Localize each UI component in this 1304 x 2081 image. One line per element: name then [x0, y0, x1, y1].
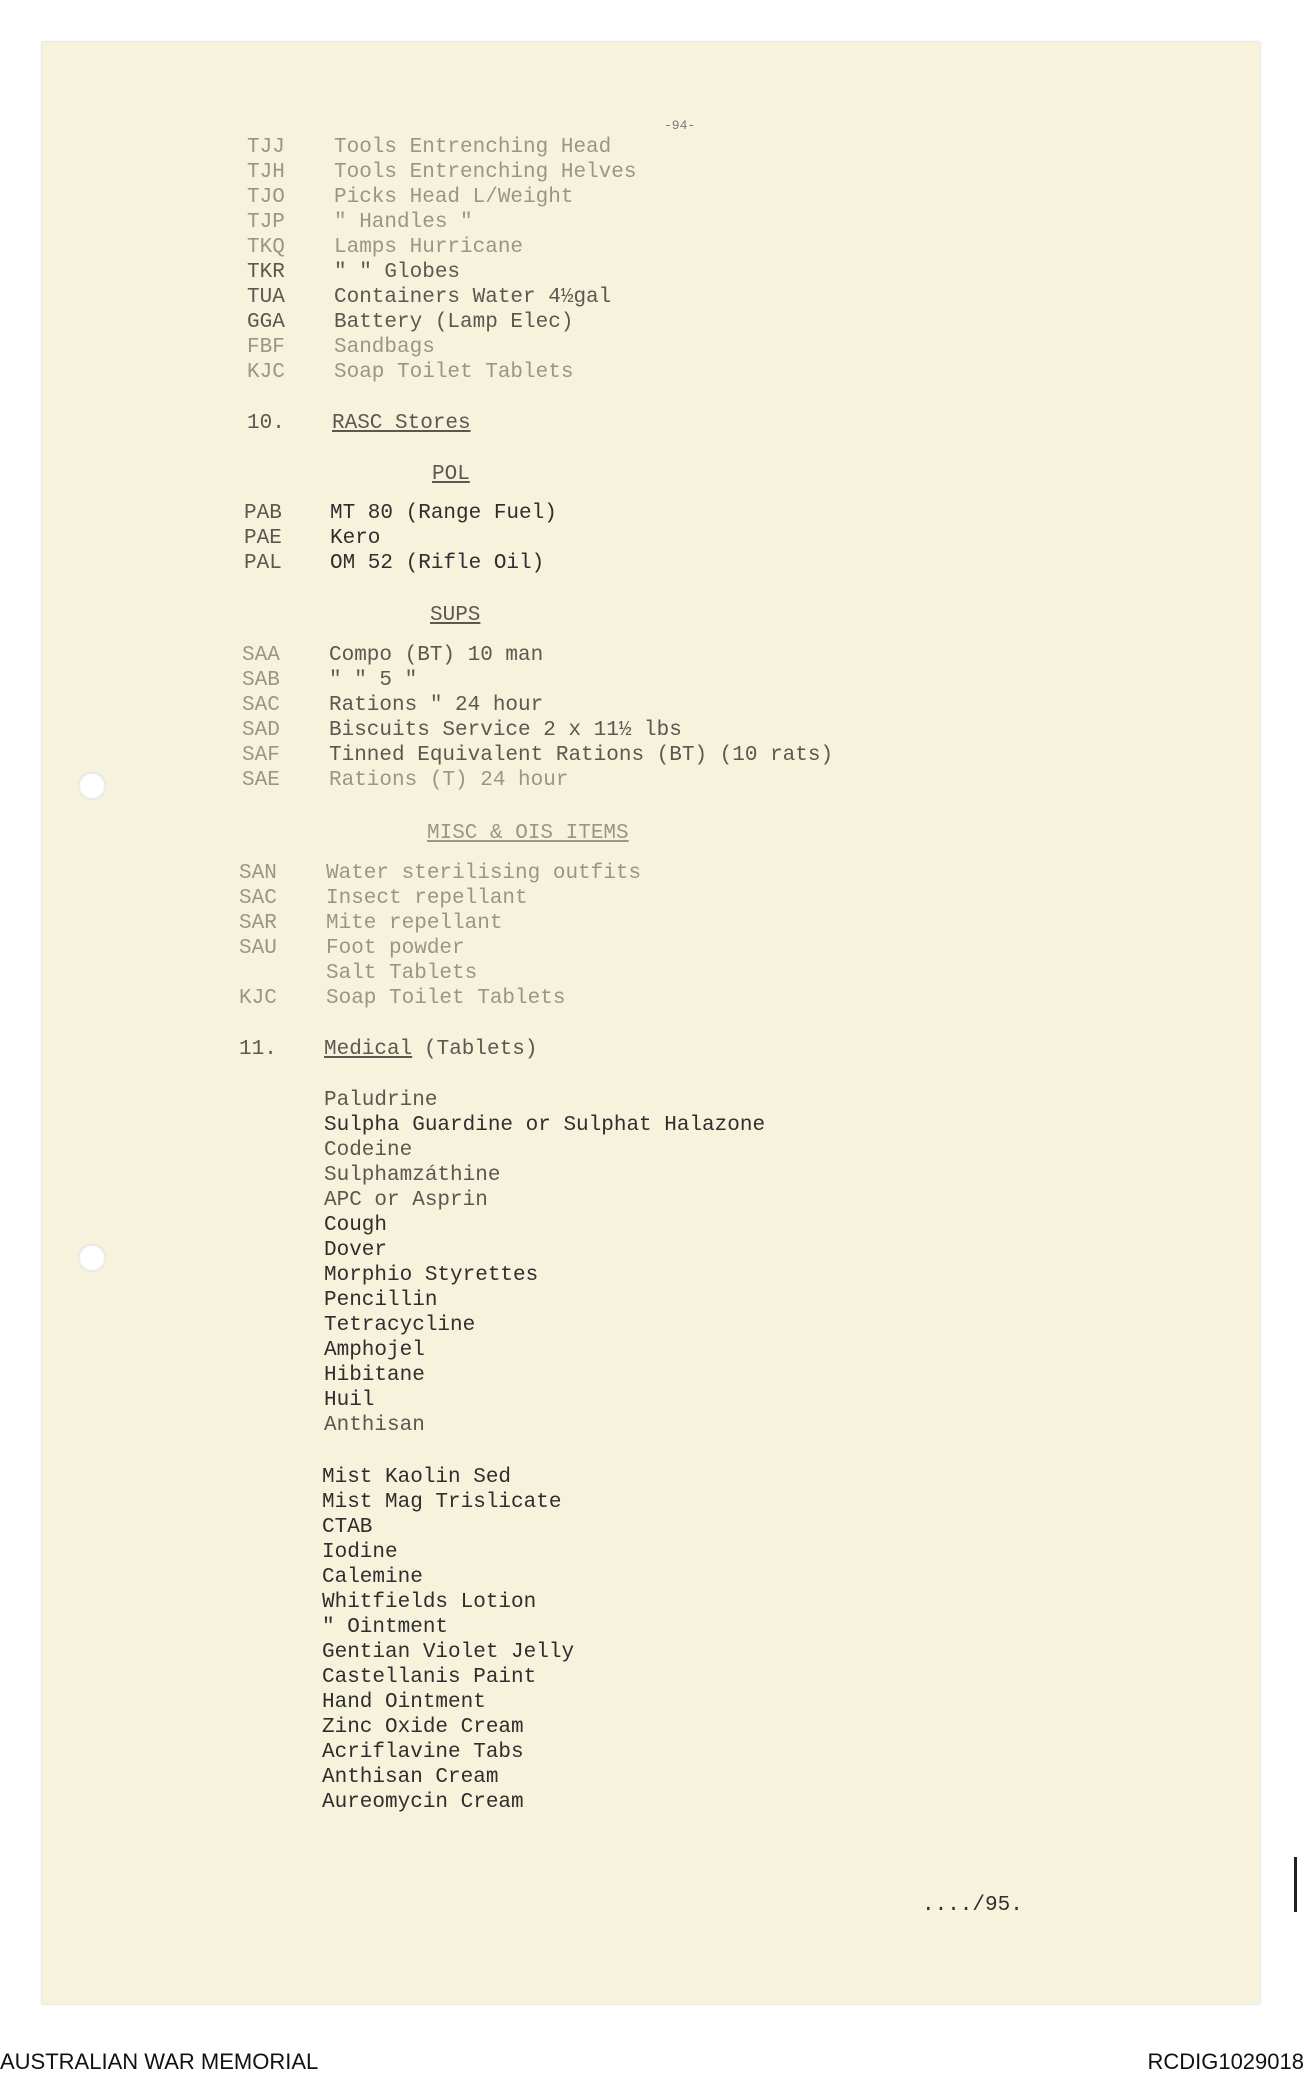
s9-code: TUA [247, 286, 285, 309]
misc-desc: Water sterilising outfits [326, 862, 642, 885]
tablet-item: Codeine [324, 1139, 413, 1162]
pol-code: PAB [244, 502, 282, 525]
s9-code: TKR [247, 261, 285, 284]
misc-code: SAN [239, 862, 277, 885]
s9-desc: Picks Head L/Weight [334, 186, 574, 209]
sups-desc: Rations " 24 hour [329, 694, 544, 717]
medical-item: CTAB [322, 1516, 373, 1539]
misc-desc: Salt Tablets [326, 962, 478, 985]
s9-code: FBF [247, 336, 285, 359]
misc-heading: MISC & OIS ITEMS [427, 822, 629, 845]
section-11-number: 11. [239, 1038, 277, 1061]
sups-desc: Biscuits Service 2 x 11½ lbs [329, 719, 682, 742]
s9-code: TJO [247, 186, 285, 209]
footer-source: AUSTRALIAN WAR MEMORIAL [0, 2049, 319, 2074]
punch-hole-top [78, 772, 106, 800]
page-marker: -94- [664, 118, 696, 133]
medical-item: " Ointment [322, 1616, 449, 1639]
medical-item: Castellanis Paint [322, 1666, 537, 1689]
pol-desc: MT 80 (Range Fuel) [330, 502, 557, 525]
section-10-title: RASC Stores [332, 412, 471, 435]
s9-code: GGA [247, 311, 285, 334]
misc-desc: Mite repellant [326, 912, 503, 935]
medical-item: Acriflavine Tabs [322, 1741, 524, 1764]
tablet-item: Dover [324, 1239, 388, 1262]
sups-desc: Tinned Equivalent Rations (BT) (10 rats) [329, 744, 834, 767]
medical-item: Aureomycin Cream [322, 1791, 524, 1814]
tablet-item: Tetracycline [324, 1314, 476, 1337]
sups-code: SAC [242, 694, 280, 717]
s9-desc: " Handles " [334, 211, 473, 234]
medical-item: Hand Ointment [322, 1691, 486, 1714]
medical-item: Mist Kaolin Sed [322, 1466, 512, 1489]
sups-desc: Compo (BT) 10 man [329, 644, 544, 667]
s9-desc: Lamps Hurricane [334, 236, 524, 259]
sups-desc: Rations (T) 24 hour [329, 769, 569, 792]
section-11-title-suffix: (Tablets) [424, 1038, 538, 1061]
s9-desc: Soap Toilet Tablets [334, 361, 574, 384]
footer-id: RCDIG1029018 [1147, 2049, 1304, 2074]
tablet-item: Amphojel [324, 1339, 425, 1362]
s9-desc: Battery (Lamp Elec) [334, 311, 574, 334]
misc-desc: Soap Toilet Tablets [326, 987, 566, 1010]
tablet-item: Anthisan [324, 1414, 425, 1437]
punch-hole-bottom [78, 1244, 106, 1272]
sups-code: SAD [242, 719, 280, 742]
s9-code: TJJ [247, 136, 285, 159]
s9-desc: Tools Entrenching Head [334, 136, 612, 159]
medical-item: Anthisan Cream [322, 1766, 499, 1789]
medical-item: Calemine [322, 1566, 423, 1589]
s9-code: TJP [247, 211, 285, 234]
s9-desc: Containers Water 4½gal [334, 286, 612, 309]
section-11-title: Medical [324, 1038, 413, 1061]
medical-item: Whitfields Lotion [322, 1591, 537, 1614]
sups-code: SAF [242, 744, 280, 767]
pol-desc: OM 52 (Rifle Oil) [330, 552, 545, 575]
sups-code: SAB [242, 669, 280, 692]
section-10-number: 10. [247, 412, 285, 435]
tablet-item: Huil [324, 1389, 375, 1412]
sups-desc: " " 5 " [329, 669, 418, 692]
s9-code: TKQ [247, 236, 285, 259]
tablet-item: Sulpha Guardine or Sulphat Halazone [324, 1114, 766, 1137]
misc-code: SAC [239, 887, 277, 910]
s9-desc: Tools Entrenching Helves [334, 161, 637, 184]
medical-item: Mist Mag Trislicate [322, 1491, 562, 1514]
tablet-item: Cough [324, 1214, 388, 1237]
s9-desc: " " Globes [334, 261, 461, 284]
medical-item: Gentian Violet Jelly [322, 1641, 575, 1664]
misc-code: SAU [239, 937, 277, 960]
sups-heading: SUPS [430, 604, 481, 627]
misc-code: SAR [239, 912, 277, 935]
tablet-item: Paludrine [324, 1089, 438, 1112]
s9-code: KJC [247, 361, 285, 384]
pol-code: PAL [244, 552, 282, 575]
edge-mark [1294, 1857, 1297, 1912]
medical-item: Iodine [322, 1541, 398, 1564]
misc-code: KJC [239, 987, 277, 1010]
s9-desc: Sandbags [334, 336, 435, 359]
sups-code: SAE [242, 769, 280, 792]
tablet-item: Morphio Styrettes [324, 1264, 539, 1287]
pol-heading: POL [432, 463, 470, 486]
tablet-item: Sulphamzáthine [324, 1164, 501, 1187]
misc-desc: Insect repellant [326, 887, 528, 910]
tablet-item: APC or Asprin [324, 1189, 488, 1212]
s9-code: TJH [247, 161, 285, 184]
tablet-item: Hibitane [324, 1364, 425, 1387]
pol-code: PAE [244, 527, 282, 550]
sups-code: SAA [242, 644, 280, 667]
continuation-marker: ..../95. [922, 1894, 1023, 1917]
medical-item: Zinc Oxide Cream [322, 1716, 524, 1739]
pol-desc: Kero [330, 527, 381, 550]
tablet-item: Pencillin [324, 1289, 438, 1312]
document-page [42, 42, 1260, 2004]
misc-desc: Foot powder [326, 937, 465, 960]
